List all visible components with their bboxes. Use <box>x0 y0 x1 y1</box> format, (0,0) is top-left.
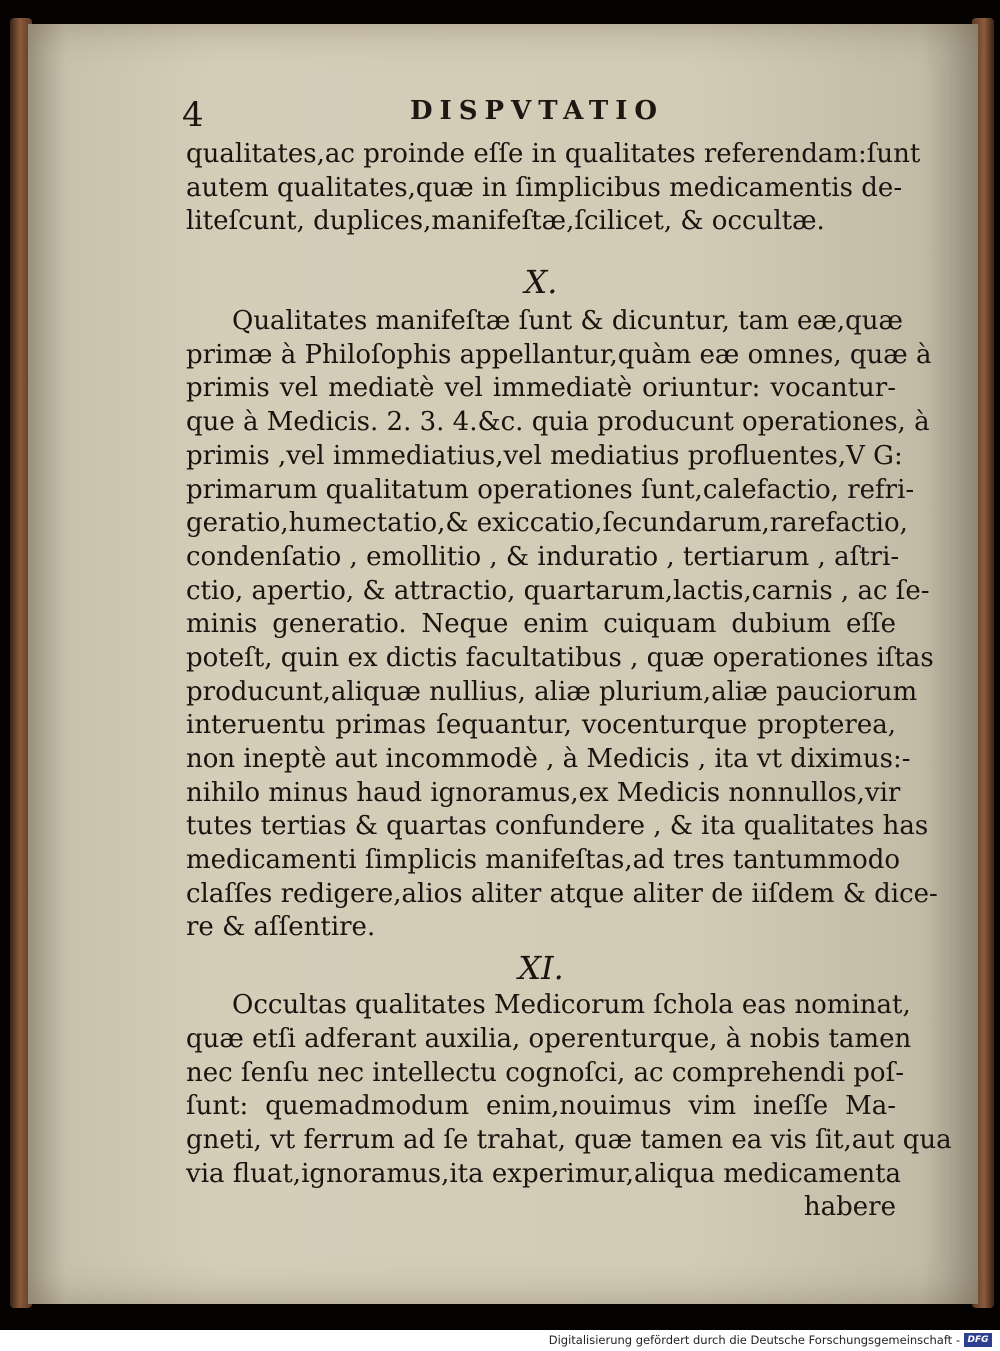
text-line: poteſt, quin ex dictis facultatibus , quæ operationes iſtas <box>186 642 934 673</box>
footer-credit: Digitalisierung gefördert durch die Deutsche Forschungsgemeinschaft - <box>548 1333 960 1347</box>
text-line: medicamenti ſimplicis manifeſtas,ad tres tantummodo <box>186 845 901 876</box>
text-line: quæ etſi adferant auxilia, operenturque, à nobis tamen <box>186 1023 912 1054</box>
text-line: Qualitates manifeſtæ ſunt & dicuntur, tam eæ,quæ <box>232 306 903 337</box>
text-line: geratio,humectatio,& exiccatio,ſecundarum,rarefactio, <box>186 508 908 539</box>
text-line: tutes tertias & quartas confundere , & ita qualitates has <box>186 811 929 842</box>
text-line: ctio, apertio, & attractio, quartarum,lactis,carnis , ac ſe- <box>186 575 930 606</box>
text-line: primarum qualitatum operationes ſunt,calefactio, refri- <box>186 474 915 505</box>
text-line: via fluat,ignoramus,ita experimur,aliqua medicamenta <box>186 1158 902 1189</box>
text-line: autem qualitates,quæ in ſimplicibus medicamentis de- <box>186 172 903 203</box>
section-heading: X. <box>524 263 558 302</box>
catchword: habere <box>803 1192 896 1223</box>
text-line: minis generatio. Neque enim cuiquam dubium eſſe <box>186 609 896 640</box>
text-line: qualitates,ac proinde eſſe in qualitates referendam:ſunt <box>186 139 921 169</box>
text-line: ſunt: quemadmodum enim,nouimus vim ineſſe Ma- <box>186 1091 896 1122</box>
dfg-logo-icon: DFG <box>964 1333 992 1347</box>
running-head: DISPVTATIO <box>410 96 665 126</box>
text-line: gneti, vt ferrum ad ſe trahat, quæ tamen ea vis ſit,aut qua <box>186 1124 952 1155</box>
text-line: nec ſenſu nec intellectu cognoſci, ac comprehendi poſ- <box>186 1057 904 1088</box>
text-line: que à Medicis. 2. 3. 4.&c. quia producunt operationes, à <box>186 407 930 438</box>
digitization-footer <box>0 1330 1000 1351</box>
text-line: Occultas qualitates Medicorum ſchola eas nominat, <box>232 990 911 1021</box>
text-line: non ineptè aut incommodè , à Medicis , ita vt diximus:- <box>186 744 911 774</box>
text-line: condenſatio , emollitio , & induratio , tertiarum , aſtri- <box>186 541 900 572</box>
text-line: primæ à Philoſophis appellantur,quàm eæ omnes, quæ à <box>186 339 932 370</box>
text-line: interuentu primas ſequantur, vocenturque propterea, <box>186 710 896 741</box>
section-heading: XI. <box>518 949 564 988</box>
main-text <box>186 138 952 1225</box>
page-number: 4 <box>182 95 204 135</box>
text-line: claſſes redigere,alios aliter atque aliter de iiſdem & dice- <box>186 878 938 909</box>
text-line: primis vel mediatè vel immediatè oriuntur: vocantur- <box>186 373 896 404</box>
text-line: liteſcunt, duplices,manifeſtæ,ſcilicet, & occultæ. <box>186 206 825 237</box>
text-line: producunt,aliquæ nullius, aliæ plurium,aliæ pauciorum <box>186 676 918 707</box>
text-line: re & aſſentire. <box>186 912 376 943</box>
text-line: nihilo minus haud ignoramus,ex Medicis nonnullos,vir <box>186 777 901 808</box>
text-line: primis ,vel immediatius,vel mediatius profluentes,V G: <box>186 440 903 471</box>
